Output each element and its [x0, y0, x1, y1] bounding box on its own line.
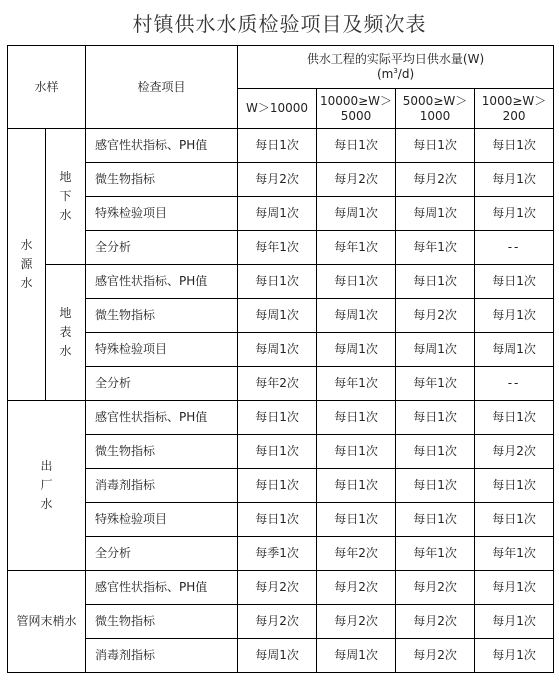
frequency-cell: 每日1次 [475, 503, 554, 537]
header-supply-volume [238, 46, 554, 89]
frequency-cell: 每日1次 [238, 469, 317, 503]
inspection-item-cell: 特殊检验项目 [86, 197, 238, 231]
vertical-label-char: 出 [40, 459, 53, 473]
table-row [8, 163, 554, 197]
frequency-cell: 每日1次 [317, 265, 396, 299]
inspection-item-cell: 特殊检验项目 [86, 333, 238, 367]
frequency-cell: 每周1次 [238, 197, 317, 231]
vertical-label-char: 水 [20, 276, 33, 290]
frequency-cell: 每月2次 [396, 299, 475, 333]
frequency-cell: 每日1次 [396, 469, 475, 503]
frequency-cell: 每周1次 [396, 333, 475, 367]
inspection-item-cell: 全分析 [86, 367, 238, 401]
inspection-item-cell: 全分析 [86, 231, 238, 265]
frequency-cell: 每月2次 [396, 163, 475, 197]
inspection-item-cell: 感官性状指标、PH值 [86, 265, 238, 299]
vertical-label-char: 水 [40, 497, 53, 511]
table-row [8, 639, 554, 673]
inspection-item-cell: 感官性状指标、PH值 [86, 401, 238, 435]
frequency-cell: 每日1次 [238, 401, 317, 435]
frequency-cell: 每日1次 [396, 401, 475, 435]
header-inspection-item: 检查项目 [86, 46, 238, 129]
header-row-top [8, 46, 554, 89]
table-row [8, 401, 554, 435]
table-row [8, 469, 554, 503]
frequency-cell: 每日1次 [475, 469, 554, 503]
frequency-cell: 每日1次 [317, 129, 396, 163]
frequency-cell: 每月2次 [317, 605, 396, 639]
frequency-cell: 每周1次 [317, 333, 396, 367]
frequency-cell: 每月2次 [238, 571, 317, 605]
inspection-item-cell: 全分析 [86, 537, 238, 571]
table-row [8, 435, 554, 469]
frequency-cell: 每周1次 [317, 639, 396, 673]
frequency-cell: 每日1次 [238, 503, 317, 537]
frequency-cell: 每日1次 [317, 469, 396, 503]
table-row [8, 571, 554, 605]
frequency-cell: 每日1次 [396, 503, 475, 537]
frequency-cell: 每月2次 [396, 571, 475, 605]
frequency-cell: 每周1次 [238, 639, 317, 673]
frequency-cell: 每周1次 [238, 299, 317, 333]
frequency-cell: 每月2次 [317, 163, 396, 197]
frequency-cell: 每季1次 [238, 537, 317, 571]
frequency-cell: 每月1次 [475, 639, 554, 673]
frequency-cell: 每月1次 [475, 605, 554, 639]
frequency-cell: 每日1次 [475, 265, 554, 299]
frequency-cell: 每月1次 [475, 299, 554, 333]
frequency-cell: -- [475, 367, 554, 401]
vertical-label-char: 厂 [40, 478, 53, 492]
frequency-cell: 每年1次 [396, 367, 475, 401]
frequency-cell: -- [475, 231, 554, 265]
frequency-cell: 每日1次 [475, 401, 554, 435]
frequency-cell: 每月2次 [238, 605, 317, 639]
frequency-cell: 每日1次 [238, 265, 317, 299]
frequency-cell: 每日1次 [396, 435, 475, 469]
group-outlet [8, 401, 86, 571]
header-col-1: W＞10000 [238, 89, 317, 129]
table-row [8, 367, 554, 401]
vertical-label-char: 地 [59, 306, 72, 320]
inspection-item-cell: 消毒剂指标 [86, 639, 238, 673]
vertical-label-char: 水 [59, 208, 72, 222]
table-row [8, 265, 554, 299]
group-tap: 管网末梢水 [8, 571, 86, 673]
frequency-cell: 每年1次 [238, 231, 317, 265]
frequency-cell: 每月2次 [475, 435, 554, 469]
frequency-cell: 每月1次 [475, 571, 554, 605]
frequency-cell: 每日1次 [238, 435, 317, 469]
vertical-label-char: 下 [59, 189, 72, 203]
table-row [8, 605, 554, 639]
frequency-cell: 每月1次 [475, 197, 554, 231]
vertical-label-char: 表 [59, 325, 72, 339]
frequency-cell: 每月1次 [475, 163, 554, 197]
inspection-item-cell: 感官性状指标、PH值 [86, 129, 238, 163]
inspection-item-cell: 微生物指标 [86, 605, 238, 639]
table-row [8, 197, 554, 231]
frequency-cell: 每月2次 [396, 639, 475, 673]
frequency-cell: 每日1次 [238, 129, 317, 163]
table-row [8, 129, 554, 163]
inspection-item-cell: 微生物指标 [86, 163, 238, 197]
frequency-cell: 每年2次 [317, 537, 396, 571]
inspection-item-cell: 消毒剂指标 [86, 469, 238, 503]
frequency-cell: 每周1次 [317, 197, 396, 231]
header-water-sample: 水样 [8, 46, 86, 129]
table-row [8, 333, 554, 367]
group-source-water [8, 129, 46, 401]
inspection-item-cell: 特殊检验项目 [86, 503, 238, 537]
table-row [8, 537, 554, 571]
frequency-cell: 每月2次 [238, 163, 317, 197]
frequency-cell: 每日1次 [317, 401, 396, 435]
frequency-cell: 每月2次 [317, 571, 396, 605]
table-row [8, 231, 554, 265]
group-surface [46, 265, 86, 401]
table-row [8, 503, 554, 537]
frequency-cell: 每日1次 [317, 435, 396, 469]
page-title: 村镇供水水质检验项目及频次表 [132, 12, 427, 36]
quality-frequency-table [7, 45, 554, 673]
frequency-cell: 每日1次 [396, 265, 475, 299]
supply-unit: $(m^3/d)$ [376, 67, 415, 81]
header-col-3: 5000≥W＞ 1000 [396, 89, 475, 129]
frequency-cell: 每日1次 [396, 129, 475, 163]
table-row [8, 299, 554, 333]
inspection-item-cell: 微生物指标 [86, 435, 238, 469]
frequency-cell: 每周1次 [238, 333, 317, 367]
frequency-cell: 每年1次 [396, 231, 475, 265]
vertical-label-char: 水 [20, 238, 33, 252]
group-ground [46, 129, 86, 265]
frequency-cell: 每年1次 [475, 537, 554, 571]
frequency-cell: 每日1次 [475, 129, 554, 163]
frequency-cell: 每月2次 [396, 605, 475, 639]
vertical-label-char: 地 [59, 170, 72, 184]
frequency-cell: 每年1次 [396, 537, 475, 571]
header-col-4: 1000≥W＞ 200 [475, 89, 554, 129]
frequency-cell: 每年1次 [317, 231, 396, 265]
frequency-cell: 每日1次 [317, 503, 396, 537]
inspection-item-cell: 微生物指标 [86, 299, 238, 333]
frequency-cell: 每周1次 [317, 299, 396, 333]
frequency-cell: 每年1次 [317, 367, 396, 401]
header-col-2: 10000≥W＞ 5000 [317, 89, 396, 129]
vertical-label-char: 源 [20, 257, 33, 271]
frequency-cell: 每年2次 [238, 367, 317, 401]
inspection-item-cell: 感官性状指标、PH值 [86, 571, 238, 605]
vertical-label-char: 水 [59, 344, 72, 358]
frequency-cell: 每周1次 [475, 333, 554, 367]
frequency-cell: 每周1次 [396, 197, 475, 231]
supply-title: 供水工程的实际平均日供水量(W) [306, 52, 485, 66]
